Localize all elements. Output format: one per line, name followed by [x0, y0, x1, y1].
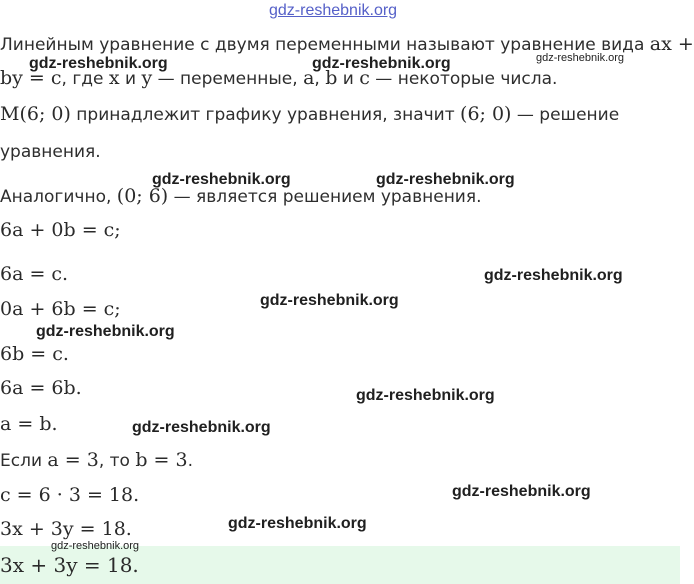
math-point: (6; 0)	[460, 103, 512, 125]
watermark: gdz-reshebnik.org	[356, 387, 495, 404]
math-point-0-6: (0; 6)	[116, 185, 169, 207]
equation-7: c = 6 · 3 = 18.	[0, 484, 140, 506]
equation-5: 6a = 6b.	[0, 377, 82, 399]
equation-1: 6a + 0b = c;	[0, 219, 121, 241]
header-watermark-link[interactable]: gdz-reshebnik.org	[269, 2, 398, 19]
math-ax-plus: ax +	[649, 33, 694, 55]
watermark: gdz-reshebnik.org	[29, 55, 168, 72]
if-then-line	[0, 449, 193, 472]
math-a: a	[303, 67, 315, 89]
text: — переменные,	[152, 69, 304, 89]
text: Если	[0, 451, 48, 471]
watermark: gdz-reshebnik.org	[484, 267, 623, 284]
answer-equation: 3x + 3y = 18.	[0, 553, 139, 577]
math-a-eq-3: a = 3	[47, 449, 99, 471]
watermark: gdz-reshebnik.org	[228, 515, 367, 532]
equation-8: 3x + 3y = 18.	[0, 518, 132, 540]
equation-3: 0a + 6b = c;	[0, 298, 121, 320]
watermark: gdz-reshebnik.org	[132, 419, 271, 436]
math-point-m: M(6; 0)	[0, 103, 71, 125]
text: и	[337, 69, 360, 89]
text: ,	[314, 69, 326, 89]
watermark: gdz-reshebnik.org	[452, 483, 591, 500]
math-by-eq-c: by = c	[0, 67, 62, 89]
watermark-small: gdz-reshebnik.org	[536, 52, 625, 64]
text: принадлежит графику уравнения, значит	[70, 105, 461, 125]
point-statement-line	[0, 103, 619, 126]
text: и	[119, 69, 142, 89]
watermark: gdz-reshebnik.org	[36, 323, 175, 340]
equation-4: 6b = c.	[0, 343, 69, 365]
text: .	[187, 451, 193, 471]
text: — решение	[511, 105, 620, 125]
text: — является решением уравнения.	[168, 187, 482, 207]
math-b-eq-3: b = 3	[135, 449, 188, 471]
watermark: gdz-reshebnik.org	[152, 171, 291, 188]
text: , где	[61, 69, 109, 89]
watermark-small: gdz-reshebnik.org	[51, 540, 140, 552]
watermark: gdz-reshebnik.org	[376, 171, 515, 188]
text: , то	[98, 451, 136, 471]
watermark: gdz-reshebnik.org	[260, 292, 399, 309]
equation-6: a = b.	[0, 413, 58, 435]
point-statement-cont: уравнения.	[0, 142, 101, 162]
math-y: y	[141, 67, 153, 89]
text: Аналогично,	[0, 187, 117, 207]
watermark: gdz-reshebnik.org	[312, 55, 451, 72]
math-c: c	[359, 67, 370, 89]
math-b: b	[325, 67, 338, 89]
definition-text: Линейным уравнение с двумя переменными называют уравнение вида	[0, 35, 650, 55]
text: — некоторые числа.	[369, 69, 558, 89]
math-x: x	[108, 67, 120, 89]
equation-2: 6a = c.	[0, 263, 69, 285]
